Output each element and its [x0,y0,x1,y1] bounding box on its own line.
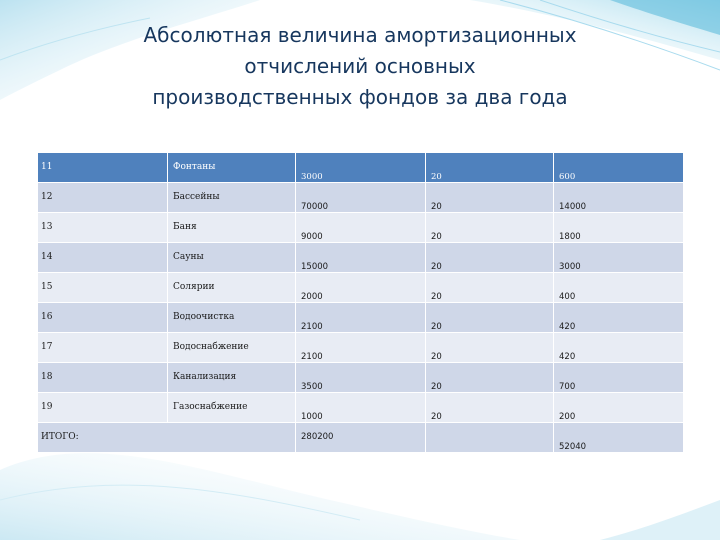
total-label-cell [38,423,296,453]
table-cell: 13 [38,213,168,243]
table-cell: 1000 [296,393,426,423]
table-cell [426,423,554,453]
table-cell: 700 [554,363,684,393]
table-cell: 2100 [296,303,426,333]
table-cell: 15 [38,273,168,303]
table-cell: 20 [426,303,554,333]
table-cell: 16 [38,303,168,333]
table-cell: Бассейны [168,183,296,213]
table-cell: Фонтаны [168,153,296,183]
table-cell: 70000 [296,183,426,213]
table-row [38,303,684,333]
table-cell: 20 [426,153,554,183]
table-cell: 11 [38,153,168,183]
table-row [38,393,684,423]
total-label: ИТОГО: [41,432,79,442]
table-cell: 20 [426,183,554,213]
amortization-table [37,152,684,453]
table-row [38,363,684,393]
table-cell: 18 [38,363,168,393]
table-row [38,213,684,243]
total-amort: 52040 [559,442,587,452]
table-cell: 19 [38,393,168,423]
table-cell: 2100 [296,333,426,363]
table-cell: 14 [38,243,168,273]
table-cell: 20 [426,213,554,243]
table-cell: 15000 [296,243,426,273]
table-header-row [38,153,684,183]
table-cell: 3000 [554,243,684,273]
table-cell: 420 [554,303,684,333]
table-cell: 17 [38,333,168,363]
total-amort-cell [554,423,684,453]
table-cell: Водоочистка [168,303,296,333]
title-line-2: отчислений основных [244,54,476,78]
table-cell: 20 [426,333,554,363]
table-cell: 14000 [554,183,684,213]
table-cell: 20 [426,363,554,393]
table-cell: 1800 [554,213,684,243]
table-cell: 20 [426,243,554,273]
table-cell: 12 [38,183,168,213]
table-total-row [38,423,684,453]
table-row [38,273,684,303]
table-cell: 600 [554,153,684,183]
table-cell: Солярии [168,273,296,303]
table-row [38,183,684,213]
title-line-1: Абсолютная величина амортизационных [143,23,577,47]
table-cell: 3000 [296,153,426,183]
table-cell: Водоснабжение [168,333,296,363]
table-cell: 9000 [296,213,426,243]
table-row [38,243,684,273]
table-row [38,333,684,363]
table-cell: 3500 [296,363,426,393]
table-cell: 400 [554,273,684,303]
table-cell: 200 [554,393,684,423]
table-cell: 420 [554,333,684,363]
table-cell: Сауны [168,243,296,273]
table-cell: 20 [426,273,554,303]
total-sum-cell [296,423,426,453]
table-cell: 2000 [296,273,426,303]
table-cell: Баня [168,213,296,243]
table-cell: Канализация [168,363,296,393]
table-cell: 20 [426,393,554,423]
table-cell: Газоснабжение [168,393,296,423]
title-line-3: производственных фондов за два года [152,85,568,109]
total-sum: 280200 [301,432,334,442]
slide-title [60,20,660,113]
